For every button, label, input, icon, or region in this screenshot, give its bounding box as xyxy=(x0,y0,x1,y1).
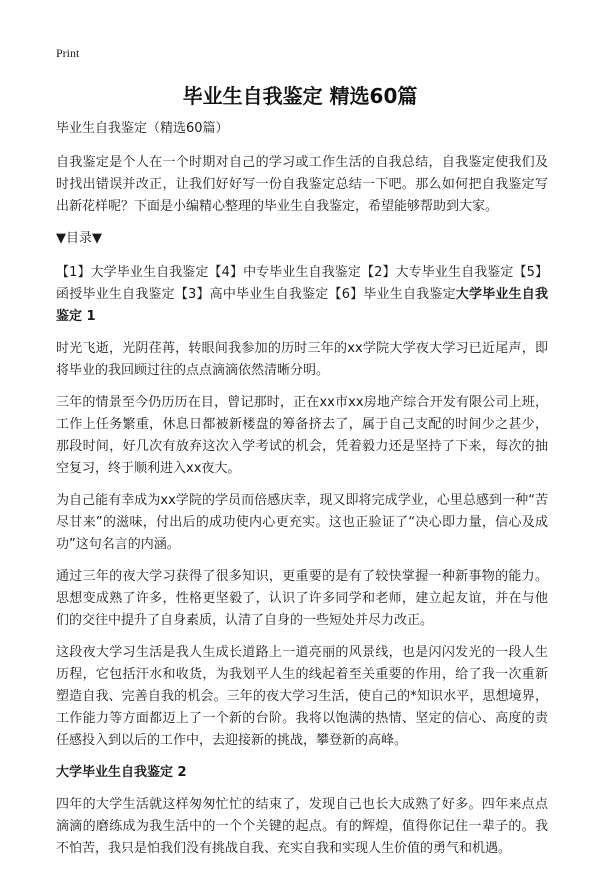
section-1-paragraph: 这段夜大学习生活是我人生成长道路上一道亮丽的风景线，也是闪闪发光的一段人生历程，它包括汗水和收货，为我划平人生的线起着至关重要的作用，给了我一次重新塑造自我、完善自我的机会。三年的夜大学习生活，使自己的*知识水平，思想境界，工作能力等方面都迈上了一个新的台阶。我将以饱满的热情、坚定的信心、高度的责任感投入到以后的工作中，去迎接新的挑战，攀登新的高峰。 xyxy=(56,645,548,748)
section-1-paragraph: 通过三年的夜大学习获得了很多知识，更重要的是有了较快掌握一种新事物的能力。思想变成熟了许多，性格更坚毅了，认识了许多同学和老师，建立起友谊，并在与他们的交往中提升了自身素质，认清了自身的一些短处并尽力改正。 xyxy=(56,569,548,628)
article-subtitle: 毕业生自我鉴定（精选60篇） xyxy=(56,121,229,136)
page-title: 毕业生自我鉴定 精选60篇 xyxy=(182,84,418,108)
section-1-paragraph: 为自己能有幸成为xx学院的学员而倍感庆幸，现又即将完成学业，心里总感到一种“苦尽甘来”的滋味，付出后的成功使内心更充实。这也正验证了“决心即力量，信心及成功”这句名言的内涵。 xyxy=(56,493,548,552)
toc-link-2[interactable]: 【2】大专毕业生自我鉴定 xyxy=(361,265,514,280)
section-1-paragraph: 三年的情景至今仍历历在目，曾记那时，正在xx市xx房地产综合开发有限公司上班，工作上任务繁重，休息日都被新楼盘的筹备挤去了，属于自己支配的时间少之甚少，那段时间，好几次有放弃这次入学考试的机会，凭着毅力还是坚持了下来，每次的抽空复习，终于顺利进入xx夜大。 xyxy=(56,395,548,476)
table-of-contents xyxy=(56,262,548,328)
toc-link-3[interactable]: 【3】高中毕业生自我鉴定 xyxy=(174,287,329,302)
section-1-paragraph: 时光飞逝，光阴荏苒，转眼间我参加的历时三年的xx学院大学夜大学习已近尾声，即将毕业的我回顾过往的点点滴滴依然清晰分明。 xyxy=(56,341,548,378)
toc-link-4[interactable]: 【4】中专毕业生自我鉴定 xyxy=(208,265,361,280)
toc-link-5[interactable]: 【5】函授毕业生自我鉴定 xyxy=(56,265,548,302)
toc-link-1[interactable]: 【1】大学毕业生自我鉴定 xyxy=(56,265,209,280)
toc-link-6[interactable]: 【6】毕业生自我鉴定 xyxy=(328,287,456,302)
print-link[interactable]: Print xyxy=(56,46,80,60)
section-2-paragraph: 四年的大学生活就这样匆匆忙忙的结束了，发现自己也长大成熟了好多。四年来点点滴滴的磨练成为我生活中的一个个关键的起点。有的辉煌，值得你记住一辈子的。我不怕苦，我只是怕我们没有挑战自我、充实自我和实现人生价值的勇气和机遇。 xyxy=(56,797,548,856)
section-2-heading: 大学毕业生自我鉴定 2 xyxy=(56,765,187,780)
section-1-heading: 大学毕业生自我鉴定 1 xyxy=(56,287,548,324)
toc-label: ▼目录▼ xyxy=(56,231,102,246)
intro-paragraph: 自我鉴定是个人在一个时期对自己的学习或工作生活的自我总结，自我鉴定使我们及时找出错误并改正，让我们好好写一份自我鉴定总结一下吧。那么如何把自我鉴定写出新花样呢？下面是小编精心整理的毕业生自我鉴定，希望能够帮助到大家。 xyxy=(56,155,548,214)
article-body xyxy=(56,118,548,870)
